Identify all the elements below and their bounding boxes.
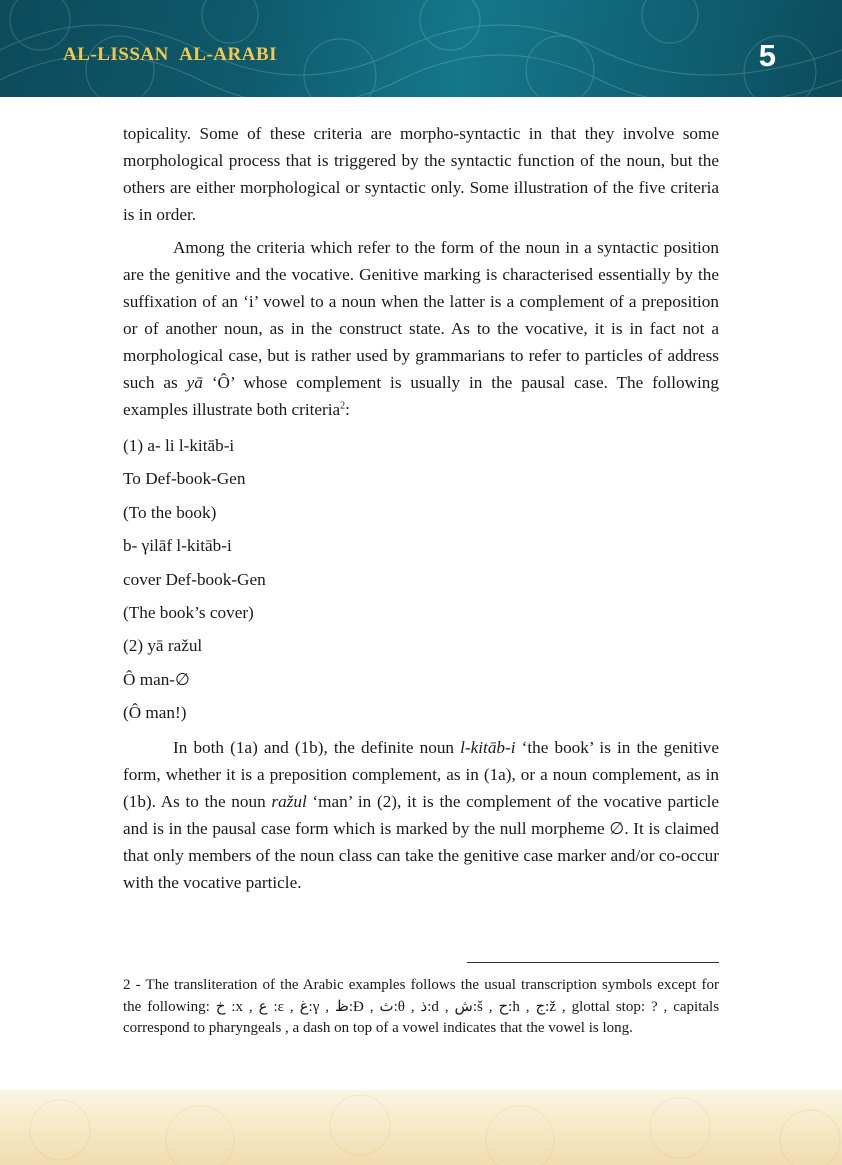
paragraph-3 bbox=[123, 734, 719, 896]
footnote-text: 2 - The transliteration of the Arabic examples follows the usual transcription symbols except for the following: خ :x , ع :ε , غ:γ , ظ:Đ , ث:θ , ذ:d , ش:š , ح:h , ج:ž , glottal stop: ? , capitals correspond to pharyngeals , a dash on top of a vowel indicates that the vowel is long. bbox=[123, 977, 720, 1036]
footnote-ref: 2 bbox=[340, 400, 346, 412]
example-line: (To the book) bbox=[123, 502, 217, 522]
footnote bbox=[123, 975, 719, 1040]
examples bbox=[123, 429, 719, 730]
example-line: (Ô man!) bbox=[123, 703, 187, 723]
main-text bbox=[123, 120, 719, 902]
paragraph-1: topicality. Some of these criteria are morpho-syntactic in that they involve some morphological process that is triggered by the syntactic function of the noun, but the others are either morphological or syntactic only. Some illustration of the five criteria is in order. bbox=[123, 124, 719, 224]
paragraph-2 bbox=[123, 234, 719, 423]
example-line: (1) a- li l-kitāb-i bbox=[123, 436, 235, 455]
example-line: b- γilāf l-kitāb-i bbox=[123, 536, 232, 556]
example-line: (The book’s cover) bbox=[123, 603, 254, 623]
page-header bbox=[0, 0, 842, 97]
paragraph-2-part-c: : bbox=[345, 400, 350, 419]
paragraph-3-part-b: ‘the book’ is in the genitive form, whether it is a preposition complement, as in (1a), or a noun complement, as in (1b). As to the noun bbox=[123, 737, 719, 811]
example-line: Ô man-∅ bbox=[123, 669, 190, 689]
term-razul: ražul bbox=[271, 791, 307, 811]
paragraph-3-part-a: In both (1a) and (1b), the definite noun bbox=[173, 737, 461, 757]
example-line: cover Def-book-Gen bbox=[123, 569, 266, 589]
example-line: (2) yā ražul bbox=[123, 636, 203, 656]
paragraph-2-part-a: Among the criteria which refer to the form of the noun in a syntactic position are the genitive and the vocative. Genitive marking is characterised essentially by the suffixation of an ‘i’ vowel to a noun when the latter is a complement of a preposition or of another noun, as in the construct state. As to the vocative, it is in fact not a morphological case, but is rather used by grammarians to refer to particles of address such as bbox=[123, 238, 719, 392]
journal-title: AL-LISSAN AL-ARABI bbox=[63, 44, 278, 65]
page-number: 5 bbox=[758, 38, 776, 73]
paragraph-2-part-b: ‘Ô’ whose complement is usually in the pausal case. The following examples illustrate both criteria bbox=[123, 373, 719, 419]
particle-ya: yā bbox=[186, 373, 203, 392]
footnote-divider bbox=[467, 962, 719, 963]
bottom-band bbox=[0, 1090, 842, 1165]
example-line: To Def-book-Gen bbox=[123, 469, 246, 489]
term-kitab: l-kitāb-i bbox=[460, 737, 516, 757]
bottom-pattern bbox=[0, 1090, 842, 1165]
paragraph-3-part-c: ‘man’ in (2), it is the complement of the vocative particle and is in the pausal case form which is marked by the null morpheme ∅. It is claimed that only members of the noun class can take the genitive case marker and/or co-occur with the vocative particle. bbox=[123, 791, 720, 892]
